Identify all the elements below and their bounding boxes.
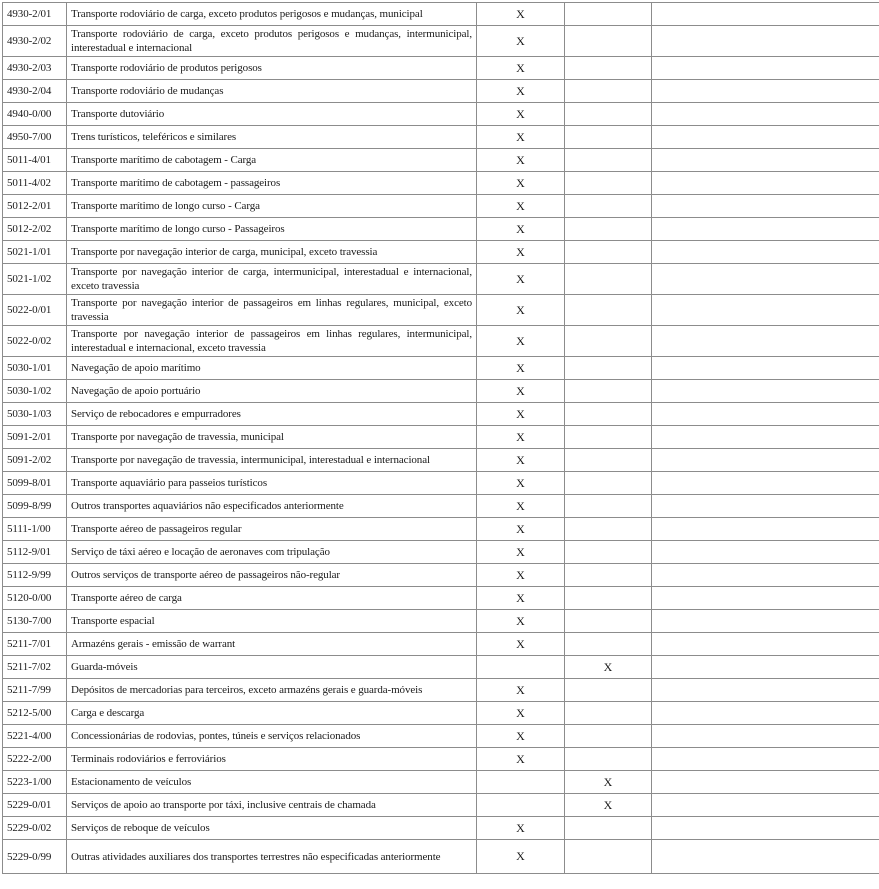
table-row bbox=[3, 564, 879, 587]
mark-cell-1: X bbox=[477, 840, 565, 874]
empty-cell bbox=[652, 472, 879, 495]
table-row bbox=[3, 725, 879, 748]
mark-cell-2 bbox=[565, 218, 652, 241]
empty-cell bbox=[652, 380, 879, 403]
description-cell: Transporte por navegação interior de carga, municipal, exceto travessia bbox=[67, 241, 477, 264]
description-cell: Concessionárias de rodovias, pontes, túneis e serviços relacionados bbox=[67, 725, 477, 748]
description-cell: Transporte marítimo de longo curso - Carga bbox=[67, 195, 477, 218]
empty-cell bbox=[652, 564, 879, 587]
table-row bbox=[3, 840, 879, 874]
mark-cell-1: X bbox=[477, 380, 565, 403]
code-cell: 5030-1/01 bbox=[3, 357, 67, 380]
code-cell: 4930-2/03 bbox=[3, 57, 67, 80]
table-row bbox=[3, 264, 879, 295]
code-cell: 5091-2/02 bbox=[3, 449, 67, 472]
code-cell: 5030-1/03 bbox=[3, 403, 67, 426]
mark-cell-2 bbox=[565, 380, 652, 403]
description-cell: Transporte rodoviário de carga, exceto produtos perigosos e mudanças, municipal bbox=[67, 3, 477, 26]
table-row bbox=[3, 633, 879, 656]
code-cell: 5229-0/99 bbox=[3, 840, 67, 874]
mark-cell-2 bbox=[565, 3, 652, 26]
table-row bbox=[3, 172, 879, 195]
mark-cell-1: X bbox=[477, 633, 565, 656]
description-cell: Terminais rodoviários e ferroviários bbox=[67, 748, 477, 771]
empty-cell bbox=[652, 3, 879, 26]
mark-cell-2 bbox=[565, 172, 652, 195]
table-row bbox=[3, 80, 879, 103]
code-cell: 5211-7/99 bbox=[3, 679, 67, 702]
mark-cell-2 bbox=[565, 633, 652, 656]
code-cell: 5012-2/01 bbox=[3, 195, 67, 218]
empty-cell bbox=[652, 587, 879, 610]
code-cell: 5111-1/00 bbox=[3, 518, 67, 541]
code-cell: 4940-0/00 bbox=[3, 103, 67, 126]
description-cell: Transporte por navegação interior de carga, intermunicipal, interestadual e internacional, exceto travessia bbox=[67, 264, 477, 295]
description-cell: Transporte marítimo de longo curso - Passageiros bbox=[67, 218, 477, 241]
table-row bbox=[3, 679, 879, 702]
empty-cell bbox=[652, 725, 879, 748]
empty-cell bbox=[652, 541, 879, 564]
mark-cell-1: X bbox=[477, 149, 565, 172]
cnae-table-body bbox=[3, 3, 879, 874]
empty-cell bbox=[652, 656, 879, 679]
description-cell: Transporte rodoviário de produtos perigosos bbox=[67, 57, 477, 80]
empty-cell bbox=[652, 149, 879, 172]
mark-cell-2 bbox=[565, 103, 652, 126]
table-row bbox=[3, 326, 879, 357]
table-row bbox=[3, 541, 879, 564]
description-cell: Estacionamento de veículos bbox=[67, 771, 477, 794]
table-row bbox=[3, 295, 879, 326]
mark-cell-1: X bbox=[477, 80, 565, 103]
mark-cell-2: X bbox=[565, 771, 652, 794]
mark-cell-1 bbox=[477, 794, 565, 817]
cnae-activity-table bbox=[2, 2, 879, 874]
empty-cell bbox=[652, 449, 879, 472]
mark-cell-2 bbox=[565, 195, 652, 218]
code-cell: 5229-0/01 bbox=[3, 794, 67, 817]
mark-cell-2 bbox=[565, 126, 652, 149]
mark-cell-1: X bbox=[477, 403, 565, 426]
mark-cell-2 bbox=[565, 610, 652, 633]
code-cell: 4930-2/01 bbox=[3, 3, 67, 26]
code-cell: 5099-8/99 bbox=[3, 495, 67, 518]
mark-cell-1: X bbox=[477, 587, 565, 610]
table-row bbox=[3, 495, 879, 518]
description-cell: Transporte marítimo de cabotagem - passageiros bbox=[67, 172, 477, 195]
empty-cell bbox=[652, 403, 879, 426]
table-row bbox=[3, 149, 879, 172]
table-row bbox=[3, 449, 879, 472]
code-cell: 5112-9/01 bbox=[3, 541, 67, 564]
empty-cell bbox=[652, 218, 879, 241]
empty-cell bbox=[652, 195, 879, 218]
mark-cell-2 bbox=[565, 518, 652, 541]
description-cell: Transporte aéreo de passageiros regular bbox=[67, 518, 477, 541]
mark-cell-2 bbox=[565, 472, 652, 495]
mark-cell-1: X bbox=[477, 195, 565, 218]
mark-cell-1 bbox=[477, 771, 565, 794]
mark-cell-1: X bbox=[477, 357, 565, 380]
code-cell: 5091-2/01 bbox=[3, 426, 67, 449]
mark-cell-1: X bbox=[477, 57, 565, 80]
table-row bbox=[3, 218, 879, 241]
table-row bbox=[3, 380, 879, 403]
mark-cell-1: X bbox=[477, 610, 565, 633]
description-cell: Serviços de apoio ao transporte por táxi, inclusive centrais de chamada bbox=[67, 794, 477, 817]
empty-cell bbox=[652, 679, 879, 702]
table-row bbox=[3, 195, 879, 218]
code-cell: 4930-2/04 bbox=[3, 80, 67, 103]
mark-cell-1: X bbox=[477, 472, 565, 495]
table-row bbox=[3, 103, 879, 126]
mark-cell-1: X bbox=[477, 264, 565, 295]
mark-cell-2 bbox=[565, 241, 652, 264]
code-cell: 5222-2/00 bbox=[3, 748, 67, 771]
empty-cell bbox=[652, 771, 879, 794]
table-row bbox=[3, 817, 879, 840]
mark-cell-2 bbox=[565, 564, 652, 587]
empty-cell bbox=[652, 633, 879, 656]
code-cell: 5130-7/00 bbox=[3, 610, 67, 633]
empty-cell bbox=[652, 241, 879, 264]
mark-cell-2 bbox=[565, 264, 652, 295]
mark-cell-1: X bbox=[477, 449, 565, 472]
description-cell: Outras atividades auxiliares dos transportes terrestres não especificadas anteriormente bbox=[67, 840, 477, 874]
mark-cell-1: X bbox=[477, 426, 565, 449]
mark-cell-1: X bbox=[477, 541, 565, 564]
code-cell: 5229-0/02 bbox=[3, 817, 67, 840]
code-cell: 5120-0/00 bbox=[3, 587, 67, 610]
description-cell: Transporte por navegação de travessia, intermunicipal, interestadual e internacional bbox=[67, 449, 477, 472]
mark-cell-1: X bbox=[477, 172, 565, 195]
empty-cell bbox=[652, 702, 879, 725]
mark-cell-1: X bbox=[477, 241, 565, 264]
mark-cell-1: X bbox=[477, 126, 565, 149]
table-row bbox=[3, 587, 879, 610]
empty-cell bbox=[652, 103, 879, 126]
table-row bbox=[3, 771, 879, 794]
description-cell: Depósitos de mercadorias para terceiros, exceto armazéns gerais e guarda-móveis bbox=[67, 679, 477, 702]
empty-cell bbox=[652, 326, 879, 357]
mark-cell-1: X bbox=[477, 748, 565, 771]
description-cell: Transporte rodoviário de mudanças bbox=[67, 80, 477, 103]
mark-cell-2 bbox=[565, 587, 652, 610]
empty-cell bbox=[652, 80, 879, 103]
mark-cell-1: X bbox=[477, 518, 565, 541]
mark-cell-1: X bbox=[477, 495, 565, 518]
code-cell: 5021-1/01 bbox=[3, 241, 67, 264]
description-cell: Transporte dutoviário bbox=[67, 103, 477, 126]
mark-cell-2 bbox=[565, 541, 652, 564]
mark-cell-2 bbox=[565, 725, 652, 748]
mark-cell-1: X bbox=[477, 295, 565, 326]
description-cell: Transporte por navegação de travessia, municipal bbox=[67, 426, 477, 449]
mark-cell-2 bbox=[565, 702, 652, 725]
description-cell: Carga e descarga bbox=[67, 702, 477, 725]
table-row bbox=[3, 702, 879, 725]
table-row bbox=[3, 126, 879, 149]
mark-cell-2 bbox=[565, 26, 652, 57]
empty-cell bbox=[652, 357, 879, 380]
description-cell: Armazéns gerais - emissão de warrant bbox=[67, 633, 477, 656]
table-row bbox=[3, 610, 879, 633]
mark-cell-1: X bbox=[477, 26, 565, 57]
empty-cell bbox=[652, 840, 879, 874]
mark-cell-1: X bbox=[477, 564, 565, 587]
description-cell: Serviços de reboque de veículos bbox=[67, 817, 477, 840]
description-cell: Transporte rodoviário de carga, exceto produtos perigosos e mudanças, intermunicipal, interestadual e internacional bbox=[67, 26, 477, 57]
mark-cell-2 bbox=[565, 840, 652, 874]
empty-cell bbox=[652, 518, 879, 541]
mark-cell-1: X bbox=[477, 103, 565, 126]
empty-cell bbox=[652, 172, 879, 195]
code-cell: 5022-0/02 bbox=[3, 326, 67, 357]
mark-cell-2: X bbox=[565, 794, 652, 817]
code-cell: 5099-8/01 bbox=[3, 472, 67, 495]
description-cell: Trens turísticos, teleféricos e similares bbox=[67, 126, 477, 149]
code-cell: 5221-4/00 bbox=[3, 725, 67, 748]
mark-cell-1: X bbox=[477, 817, 565, 840]
table-row bbox=[3, 472, 879, 495]
mark-cell-1: X bbox=[477, 679, 565, 702]
code-cell: 5011-4/01 bbox=[3, 149, 67, 172]
empty-cell bbox=[652, 610, 879, 633]
code-cell: 5112-9/99 bbox=[3, 564, 67, 587]
code-cell: 5021-1/02 bbox=[3, 264, 67, 295]
mark-cell-1: X bbox=[477, 326, 565, 357]
description-cell: Serviço de táxi aéreo e locação de aeronaves com tripulação bbox=[67, 541, 477, 564]
code-cell: 5011-4/02 bbox=[3, 172, 67, 195]
mark-cell-2 bbox=[565, 357, 652, 380]
description-cell: Serviço de rebocadores e empurradores bbox=[67, 403, 477, 426]
mark-cell-1: X bbox=[477, 702, 565, 725]
description-cell: Outros serviços de transporte aéreo de passageiros não-regular bbox=[67, 564, 477, 587]
mark-cell-2 bbox=[565, 817, 652, 840]
mark-cell-1: X bbox=[477, 3, 565, 26]
description-cell: Transporte espacial bbox=[67, 610, 477, 633]
description-cell: Transporte marítimo de cabotagem - Carga bbox=[67, 149, 477, 172]
description-cell: Transporte aquaviário para passeios turísticos bbox=[67, 472, 477, 495]
table-row bbox=[3, 426, 879, 449]
table-row bbox=[3, 57, 879, 80]
mark-cell-2 bbox=[565, 295, 652, 326]
mark-cell-2 bbox=[565, 403, 652, 426]
description-cell: Transporte por navegação interior de passageiros em linhas regulares, municipal, exceto travessia bbox=[67, 295, 477, 326]
code-cell: 4930-2/02 bbox=[3, 26, 67, 57]
mark-cell-2 bbox=[565, 149, 652, 172]
mark-cell-2 bbox=[565, 57, 652, 80]
description-cell: Guarda-móveis bbox=[67, 656, 477, 679]
table-row bbox=[3, 26, 879, 57]
mark-cell-2 bbox=[565, 80, 652, 103]
code-cell: 5030-1/02 bbox=[3, 380, 67, 403]
table-row bbox=[3, 656, 879, 679]
empty-cell bbox=[652, 295, 879, 326]
code-cell: 5223-1/00 bbox=[3, 771, 67, 794]
table-row bbox=[3, 241, 879, 264]
mark-cell-1: X bbox=[477, 218, 565, 241]
table-row bbox=[3, 357, 879, 380]
empty-cell bbox=[652, 57, 879, 80]
mark-cell-2 bbox=[565, 495, 652, 518]
code-cell: 5022-0/01 bbox=[3, 295, 67, 326]
mark-cell-1 bbox=[477, 656, 565, 679]
empty-cell bbox=[652, 126, 879, 149]
empty-cell bbox=[652, 26, 879, 57]
table-row bbox=[3, 748, 879, 771]
code-cell: 5012-2/02 bbox=[3, 218, 67, 241]
code-cell: 4950-7/00 bbox=[3, 126, 67, 149]
code-cell: 5211-7/02 bbox=[3, 656, 67, 679]
table-row bbox=[3, 3, 879, 26]
mark-cell-2 bbox=[565, 326, 652, 357]
mark-cell-2 bbox=[565, 449, 652, 472]
description-cell: Navegação de apoio portuário bbox=[67, 380, 477, 403]
description-cell: Navegação de apoio marítimo bbox=[67, 357, 477, 380]
mark-cell-2 bbox=[565, 679, 652, 702]
description-cell: Transporte aéreo de carga bbox=[67, 587, 477, 610]
empty-cell bbox=[652, 426, 879, 449]
mark-cell-2 bbox=[565, 426, 652, 449]
mark-cell-2 bbox=[565, 748, 652, 771]
empty-cell bbox=[652, 794, 879, 817]
table-row bbox=[3, 794, 879, 817]
table-row bbox=[3, 518, 879, 541]
empty-cell bbox=[652, 748, 879, 771]
table-row bbox=[3, 403, 879, 426]
mark-cell-2: X bbox=[565, 656, 652, 679]
mark-cell-1: X bbox=[477, 725, 565, 748]
description-cell: Transporte por navegação interior de passageiros em linhas regulares, intermunicipal, interestadual e internacional, exceto travessia bbox=[67, 326, 477, 357]
description-cell: Outros transportes aquaviários não especificados anteriormente bbox=[67, 495, 477, 518]
empty-cell bbox=[652, 264, 879, 295]
empty-cell bbox=[652, 817, 879, 840]
empty-cell bbox=[652, 495, 879, 518]
code-cell: 5212-5/00 bbox=[3, 702, 67, 725]
code-cell: 5211-7/01 bbox=[3, 633, 67, 656]
